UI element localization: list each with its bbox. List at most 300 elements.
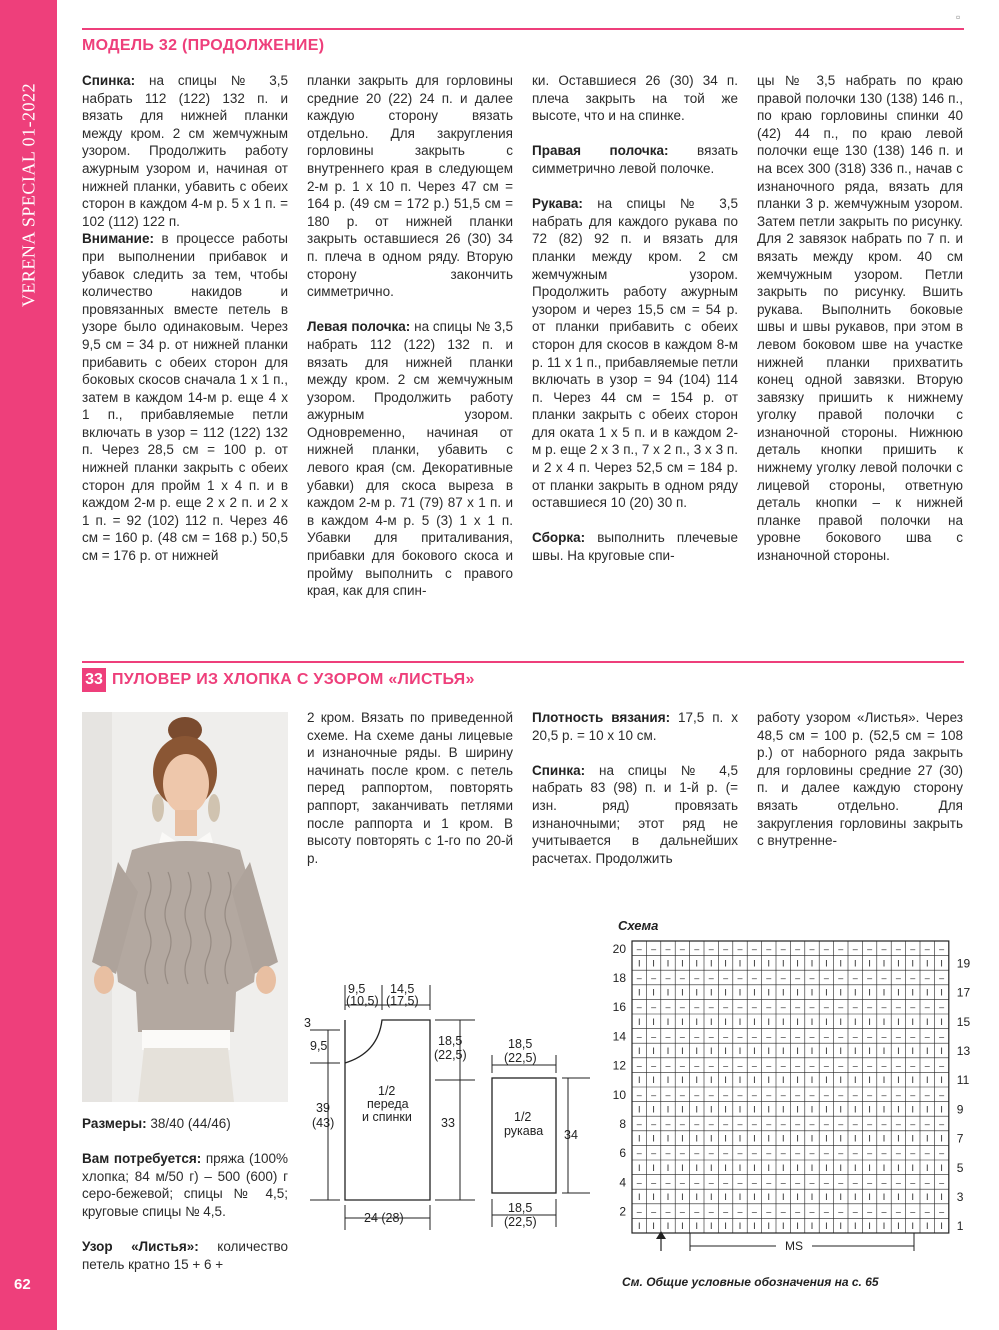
chart-cell: I	[897, 1104, 900, 1115]
chart-cell: –	[694, 1031, 700, 1042]
sleeve-top-label: 18,5	[508, 1037, 533, 1051]
chart-cell: I	[882, 1104, 886, 1115]
chart-row-number: 7	[956, 1131, 964, 1146]
chart-row-number: 15	[956, 1014, 971, 1029]
chart-cell: –	[823, 1002, 829, 1013]
chart-cell: I	[681, 1133, 684, 1144]
chart-cell: –	[665, 1148, 671, 1159]
chart-cell: I	[695, 987, 699, 998]
chart-cell: I	[897, 1075, 900, 1086]
chart-cell: I	[637, 1046, 641, 1056]
chart-row-number: 3	[956, 1190, 964, 1204]
chart-cell: –	[636, 1177, 642, 1188]
chart-cell: I	[810, 1075, 814, 1086]
chart-cell: –	[723, 1177, 729, 1188]
model32-column-4	[757, 72, 963, 582]
chart-cell: –	[838, 1031, 844, 1042]
chart-cell: –	[852, 1089, 858, 1100]
chart-cell: –	[665, 1089, 671, 1100]
chart-cell: –	[838, 1177, 844, 1188]
chart-cell: –	[723, 1206, 729, 1217]
chart-cell: –	[838, 1206, 844, 1217]
chart-cell: I	[753, 1192, 756, 1202]
chart-cell: –	[694, 943, 700, 954]
chart-cell: I	[868, 987, 871, 998]
chart-cell: I	[652, 1162, 655, 1173]
chart-cell: I	[781, 1221, 785, 1232]
chart-cell: I	[940, 1075, 943, 1086]
chart-cell: –	[795, 1031, 801, 1042]
chart-cell: I	[666, 1046, 670, 1056]
chart-cell: –	[751, 1002, 757, 1013]
chart-cell: –	[737, 1089, 743, 1100]
chart-cell: I	[897, 1221, 900, 1232]
model-photo	[82, 712, 288, 1102]
chart-cell: I	[738, 1016, 742, 1027]
chart-cell: I	[666, 1133, 670, 1144]
chart-cell: I	[911, 1221, 915, 1232]
chart-cell: I	[738, 1133, 742, 1144]
neck-width-label: 9,5	[348, 982, 366, 996]
model33-column-1	[82, 1115, 288, 1291]
chart-cell: –	[723, 1060, 729, 1071]
chart-cell: I	[897, 1016, 900, 1027]
chart-cell: I	[825, 1192, 828, 1202]
chart-cell: –	[852, 1148, 858, 1159]
chart-cell: –	[924, 1089, 930, 1100]
chart-cell: –	[924, 943, 930, 954]
chart-cell: –	[651, 1119, 657, 1129]
chart-cell: –	[751, 1060, 757, 1071]
chart-cell: –	[924, 1206, 930, 1217]
side-band	[0, 0, 57, 1330]
chart-cell: –	[780, 1031, 786, 1042]
chart-cell: –	[852, 973, 858, 983]
chart-cell: I	[882, 1046, 886, 1056]
chart-cell: I	[695, 1192, 699, 1202]
chart-cell: –	[665, 1177, 671, 1188]
chart-cell: –	[910, 943, 916, 954]
chart-cell: –	[766, 1089, 772, 1100]
chart-cell: I	[637, 1192, 641, 1202]
chart-cell: I	[853, 987, 857, 998]
chart-cell: I	[753, 958, 756, 969]
chart-cell: I	[940, 1104, 943, 1115]
chart-cell: I	[925, 1133, 929, 1144]
chart-cell: –	[766, 1002, 772, 1013]
chart-cell: –	[809, 1002, 815, 1013]
sleeve-label-2: рукава	[504, 1124, 544, 1138]
chart-cell: I	[652, 1221, 655, 1232]
chart-cell: –	[910, 973, 916, 983]
chart-cell: –	[694, 1177, 700, 1188]
chart-cell: –	[723, 1119, 729, 1129]
footnote: См. Общие условные обозначения на с. 65	[622, 1275, 879, 1289]
chart-cell: I	[681, 1192, 684, 1202]
chart-cell: –	[766, 1177, 772, 1188]
chart-cell: –	[795, 1119, 801, 1129]
chart-cell: –	[910, 1060, 916, 1071]
chart-cell: –	[910, 1031, 916, 1042]
model-photo-illustration	[82, 712, 288, 1102]
paragraph: Рукава: на спицы № 3,5 набрать для каждого рукава по 72 (82) 92 п. и вязать для планки между кром. 2 см жемчужным узором. Продолжить работу ажурным узором и через 15,5 см = 54 р. от планки прибавить с обеих сторон для скосов в каждом 8-м р. 11 х 1 п., прибавляемые петли включать в узор = 94 (104) 114 п. Через 44 см = 154 р. от планки закрыть с обеих сторон для оката 1 х 5 п. и в каждом 2-м р. еще 2 х 3 п., 7 х 2 п., 3 х 3 п. и 2 х 4 п. Через 52,5 см = 184 р. от планки закрыть в одном ряду оставшиеся 10 (20) 30 п.	[532, 196, 738, 511]
chart-cell: I	[853, 1016, 857, 1027]
paragraph: Левая полочка: на спицы № 3,5 набрать 112 (122) 132 п. и вязать для нижней планки между кром. 2 см жемчужным узором. Продолжить работу ажурным узором. Одновременно, начиная от нижней планки, убавить с левого края (см. Декоративные убавки) для скоса выреза в каждом 2-м р. 71 (79) 87 х 1 п. и в каждом 4-м р. 5 (3) 1 х 1 п. Убавки для приталивания, прибавки для бокового скоса и пройму выполнить с правого края, как для спин-	[307, 319, 513, 599]
chart-cell: –	[939, 1002, 945, 1013]
chart-cell: I	[810, 1192, 814, 1202]
chart-cell: I	[767, 987, 771, 998]
paragraph: Плотность вязания: 17,5 п. х 20,5 р. = 10 х 10 см.	[532, 710, 738, 743]
chart-cell: I	[839, 1133, 843, 1144]
model33-number-badge: 33	[82, 668, 106, 692]
chart-cell: I	[825, 958, 828, 969]
chart-cell: I	[695, 958, 699, 969]
chart-cell: –	[838, 1089, 844, 1100]
rapport-label: MS	[785, 1239, 803, 1253]
chart-cell: –	[910, 1002, 916, 1013]
chart-cell: –	[852, 1002, 858, 1013]
chart-cell: I	[681, 1221, 684, 1232]
chart-cell: I	[767, 1133, 771, 1144]
chart-cell: I	[897, 1046, 900, 1056]
chart-cell: –	[708, 1177, 714, 1188]
chart-cell: –	[795, 1148, 801, 1159]
chart-cell: I	[810, 987, 814, 998]
chart-cell: –	[780, 1177, 786, 1188]
chart-cell: I	[652, 958, 655, 969]
chart-cell: –	[636, 1002, 642, 1013]
chart-cell: –	[723, 1002, 729, 1013]
chart-cell: –	[867, 1177, 873, 1188]
shoulder-label: 14,5	[390, 982, 415, 996]
chart-cell: I	[925, 958, 929, 969]
chart-cell: I	[724, 1016, 727, 1027]
chart-cell: –	[809, 1177, 815, 1188]
chart-cell: –	[795, 1060, 801, 1071]
chart-cell: I	[652, 987, 655, 998]
chart-cell: –	[737, 1119, 743, 1129]
chart-cell: –	[910, 1148, 916, 1159]
body-piece-label-1: 1/2	[378, 1084, 396, 1098]
chart-cell: I	[753, 1016, 756, 1027]
chart-cell: –	[636, 973, 642, 983]
chart-cell: –	[694, 1002, 700, 1013]
chart-cell: I	[911, 1162, 915, 1173]
chart-cell: –	[881, 1206, 887, 1217]
chart-cell: I	[753, 1162, 756, 1173]
chart-cell: I	[637, 1104, 641, 1115]
chart-grid	[632, 941, 949, 1233]
chart-cell: I	[695, 1162, 699, 1173]
chart-cell: –	[809, 1089, 815, 1100]
chart-cell: –	[867, 1060, 873, 1071]
chart-cell: I	[781, 1104, 785, 1115]
paragraph: Сборка: выполнить плечевые швы. На круговые спи-	[532, 530, 738, 564]
chart-cell: –	[924, 973, 930, 983]
chart-cell: –	[867, 943, 873, 954]
chart-cell: I	[767, 1016, 771, 1027]
chart-row-number: 10	[612, 1087, 626, 1102]
chart-row-number: 4	[619, 1175, 626, 1190]
chart-cell: –	[708, 943, 714, 954]
chart-cell: I	[666, 1221, 670, 1232]
chart-cell: –	[651, 973, 657, 983]
chart-cell: –	[636, 1206, 642, 1217]
chart-cell: –	[636, 943, 642, 954]
chart-cell: I	[666, 1075, 670, 1086]
paragraph: цы № 3,5 набрать по краю правой полочки 130 (138) 146 п., по краю горловины спинки 40 (42) 44 п., по краю левой полочки еще 130 (138) 146 п. и на всех 300 (318) 336 п., начав с изнаночного ряда, вязать для планки 3 р. жемчужным узором. Затем петли закрыть по рисунку. Для 2 завязок набрать по 7 п. и вязать между кром. 40 см жемчужным узором. Петли закрыть по рисунку. Вшить рукава. Выполнить боковые швы и швы рукавов, при этом в левом боковом шве на участке нижней планки прихватить конец одной завязки. Вторую завязку пришить к нижнему уголку правой полочки с изнаночной стороны. Нижнюю деталь кнопки пришить к нижнему уголку левой полочки с лицевой стороны, ответную деталь кнопки – к нижней планке правой полочки на уровне бокового шва с изнаночной стороны.	[757, 73, 963, 564]
chart-cell: I	[911, 1016, 915, 1027]
chart-cell: –	[708, 1119, 714, 1129]
chart-cell: –	[694, 1119, 700, 1129]
chart-cell: –	[780, 1002, 786, 1013]
model32-column-1	[82, 72, 288, 582]
chart-cell: I	[796, 1075, 799, 1086]
chart-cell: I	[695, 1104, 699, 1115]
chart-cell: I	[925, 1192, 929, 1202]
chart-cell: –	[795, 973, 801, 983]
chart-cell: I	[695, 1016, 699, 1027]
chart-cell: –	[852, 1177, 858, 1188]
chart-row-number: 12	[612, 1058, 626, 1073]
chart-cell: –	[708, 1206, 714, 1217]
chart-cell: –	[766, 1031, 772, 1042]
chart-cell: –	[867, 1148, 873, 1159]
chart-cell: I	[738, 987, 742, 998]
armhole-alt-label: (22,5)	[434, 1048, 467, 1062]
chart-cell: –	[939, 1206, 945, 1217]
chart-cell: –	[939, 943, 945, 954]
chart-cell: –	[939, 973, 945, 983]
chart-cell: I	[681, 1075, 684, 1086]
chart-cell: I	[940, 1046, 943, 1056]
chart-cell: –	[651, 943, 657, 954]
chart-cell: I	[738, 1162, 742, 1173]
chart-cell: –	[751, 973, 757, 983]
chart-cell: I	[767, 1192, 771, 1202]
chart-cell: I	[853, 1075, 857, 1086]
chart-cell: I	[738, 1192, 742, 1202]
chart-cell: –	[895, 1031, 901, 1042]
chart-cell: I	[882, 1075, 886, 1086]
chart-cell: I	[839, 1192, 843, 1202]
chart-cell: I	[796, 1016, 799, 1027]
chart-cell: –	[838, 1119, 844, 1129]
chart-cell: I	[810, 1104, 814, 1115]
chart-cell: I	[825, 1016, 828, 1027]
chart-cell: –	[867, 1089, 873, 1100]
chart-cell: I	[724, 1192, 727, 1202]
chart-cell: I	[853, 1192, 857, 1202]
chart-cell: –	[895, 1060, 901, 1071]
chart-cell: I	[724, 987, 727, 998]
chart-cell: –	[852, 943, 858, 954]
chart-cell: –	[751, 1031, 757, 1042]
chart-cell: –	[881, 1089, 887, 1100]
chart-cell: I	[781, 1075, 785, 1086]
chart-cell: –	[766, 1060, 772, 1071]
chart-cell: –	[924, 1002, 930, 1013]
chart-cell: I	[781, 1133, 785, 1144]
chart-cell: I	[781, 1162, 785, 1173]
chart-cell: I	[681, 1046, 684, 1056]
chart-cell: I	[637, 987, 641, 998]
chart-cell: –	[737, 1002, 743, 1013]
chart-cell: I	[767, 1075, 771, 1086]
chart-cell: I	[652, 1192, 655, 1202]
chart-cell: I	[853, 1046, 857, 1056]
chart-cell: I	[681, 1104, 684, 1115]
body-piece-label-3: и спинки	[362, 1110, 412, 1124]
chart-cell: –	[708, 1060, 714, 1071]
chart-cell: I	[868, 1133, 871, 1144]
chart-cell: I	[853, 1133, 857, 1144]
chart-cell: –	[780, 943, 786, 954]
chart-cell: –	[679, 973, 685, 983]
chart-cell: –	[636, 1031, 642, 1042]
chart-row-number: 16	[612, 1000, 626, 1015]
chart-cell: –	[708, 1089, 714, 1100]
chart-cell: I	[681, 987, 684, 998]
chart-cell: I	[666, 958, 670, 969]
chart-cell: –	[809, 1031, 815, 1042]
chart-cell: –	[679, 1148, 685, 1159]
chart-cell: I	[882, 1162, 886, 1173]
chart-cell: –	[823, 1148, 829, 1159]
chart-cell: I	[709, 1162, 713, 1173]
chart-cell: –	[723, 1089, 729, 1100]
chart-cell: –	[694, 1148, 700, 1159]
chart-cell: I	[767, 958, 771, 969]
chart-cell: –	[838, 943, 844, 954]
chart-cell: I	[897, 1162, 900, 1173]
chart-cell: I	[652, 1104, 655, 1115]
chart-cell: I	[681, 1016, 684, 1027]
chart-cell: –	[852, 1206, 858, 1217]
chart-cell: –	[895, 1148, 901, 1159]
chart-cell: I	[825, 1221, 828, 1232]
chart-cell: I	[882, 987, 886, 998]
chart-cell: I	[839, 987, 843, 998]
half-width-label: 24 (28)	[364, 1211, 404, 1225]
chart-cell: I	[767, 1104, 771, 1115]
chart-cell: –	[939, 1089, 945, 1100]
chart-cell: I	[897, 1192, 900, 1202]
paragraph: Вам потребуется: пряжа (100% хлопка; 84 м/50 г) – 500 (600) г серо-бежевой; спицы № 4,5; круговые спицы № 4,5.	[82, 1151, 288, 1219]
paragraph: ки. Оставшиеся 26 (30) 34 п. плеча закрыть на той же высоте, что и на спинке.	[532, 73, 738, 124]
chart-cell: –	[823, 1089, 829, 1100]
chart-cell: I	[681, 958, 684, 969]
chart-cell: –	[665, 1002, 671, 1013]
chart-cell: I	[753, 1104, 756, 1115]
chart-cell: I	[753, 1221, 756, 1232]
chart-cell: –	[795, 1177, 801, 1188]
chart-cell: –	[665, 1060, 671, 1071]
paragraph: работу узором «Листья». Через 48,5 см = 100 р. (52,5 см = 108 р.) от наборного ряда закрыть для горловины средние 27 (30) п. и далее каждую сторону вязать отдельно. Для закругления горловины закрыть с внутренне-	[757, 710, 963, 849]
chart-cell: I	[753, 1046, 756, 1056]
model32-column-2	[307, 72, 513, 617]
sleeve-label-1: 1/2	[514, 1110, 532, 1124]
chart-cell: I	[681, 1162, 684, 1173]
chart-cell: I	[853, 958, 857, 969]
chart-row-number: 1	[956, 1219, 964, 1234]
chart-cell: –	[809, 1119, 815, 1129]
chart-cell: –	[867, 1002, 873, 1013]
chart-cell: I	[652, 1016, 655, 1027]
chart-cell: I	[925, 1075, 929, 1086]
body-height-label: 33	[441, 1116, 455, 1130]
chart-cell: I	[925, 1016, 929, 1027]
top-rule	[82, 28, 964, 30]
chart-cell: I	[781, 987, 785, 998]
chart-cell: I	[911, 958, 915, 969]
chart-cell: I	[796, 1162, 799, 1173]
chart-cell: –	[780, 1060, 786, 1071]
chart-cell: –	[737, 1206, 743, 1217]
chart-cell: –	[737, 943, 743, 954]
chart-cell: –	[780, 1148, 786, 1159]
side-length-label: 39	[316, 1101, 330, 1115]
chart-cell: I	[652, 1133, 655, 1144]
chart-cell: –	[910, 1177, 916, 1188]
chart-cell: –	[723, 1148, 729, 1159]
chart-cell: I	[810, 958, 814, 969]
chart-cell: –	[939, 1031, 945, 1042]
chart-cell: –	[838, 973, 844, 983]
garment-schematic	[300, 975, 600, 1235]
chart-cell: I	[911, 1046, 915, 1056]
chart-cell: I	[637, 1133, 641, 1144]
chart-cell: –	[651, 1002, 657, 1013]
chart-cell: I	[695, 1221, 699, 1232]
chart-cell: –	[737, 1031, 743, 1042]
neck-width-alt-label: (10,5)	[346, 994, 379, 1008]
sleeve-bottom-alt-label: (22,5)	[504, 1215, 537, 1229]
chart-cell: –	[895, 1206, 901, 1217]
chart-cell: I	[652, 1046, 655, 1056]
chart-cell: –	[881, 1119, 887, 1129]
chart-cell: –	[737, 1177, 743, 1188]
chart-cell: I	[825, 1133, 828, 1144]
chart-cell: I	[724, 1133, 727, 1144]
chart-cell: I	[753, 1075, 756, 1086]
chart-cell: –	[679, 1177, 685, 1188]
chart-cell: –	[823, 1119, 829, 1129]
chart-cell: –	[881, 1002, 887, 1013]
chart-cell: I	[925, 1162, 929, 1173]
chart-cell: I	[738, 1046, 742, 1056]
chart-cell: I	[925, 1104, 929, 1115]
chart-cell: I	[825, 1046, 828, 1056]
chart-cell: –	[694, 1206, 700, 1217]
chart-cell: I	[911, 1075, 915, 1086]
chart-cell: I	[897, 1133, 900, 1144]
chart-cell: I	[753, 1133, 756, 1144]
chart-row-number: 6	[619, 1146, 626, 1161]
chart-cell: –	[809, 1060, 815, 1071]
chart-cell: –	[795, 1002, 801, 1013]
chart-cell: I	[868, 1162, 871, 1173]
chart-cell: –	[910, 1089, 916, 1100]
chart-cell: I	[709, 1133, 713, 1144]
chart-cell: –	[751, 1177, 757, 1188]
chart-cell: –	[665, 943, 671, 954]
page-number: 62	[14, 1276, 31, 1293]
chart-cell: –	[795, 1206, 801, 1217]
chart-cell: –	[809, 973, 815, 983]
chart-cell: –	[795, 1089, 801, 1100]
chart-cell: –	[939, 1119, 945, 1129]
